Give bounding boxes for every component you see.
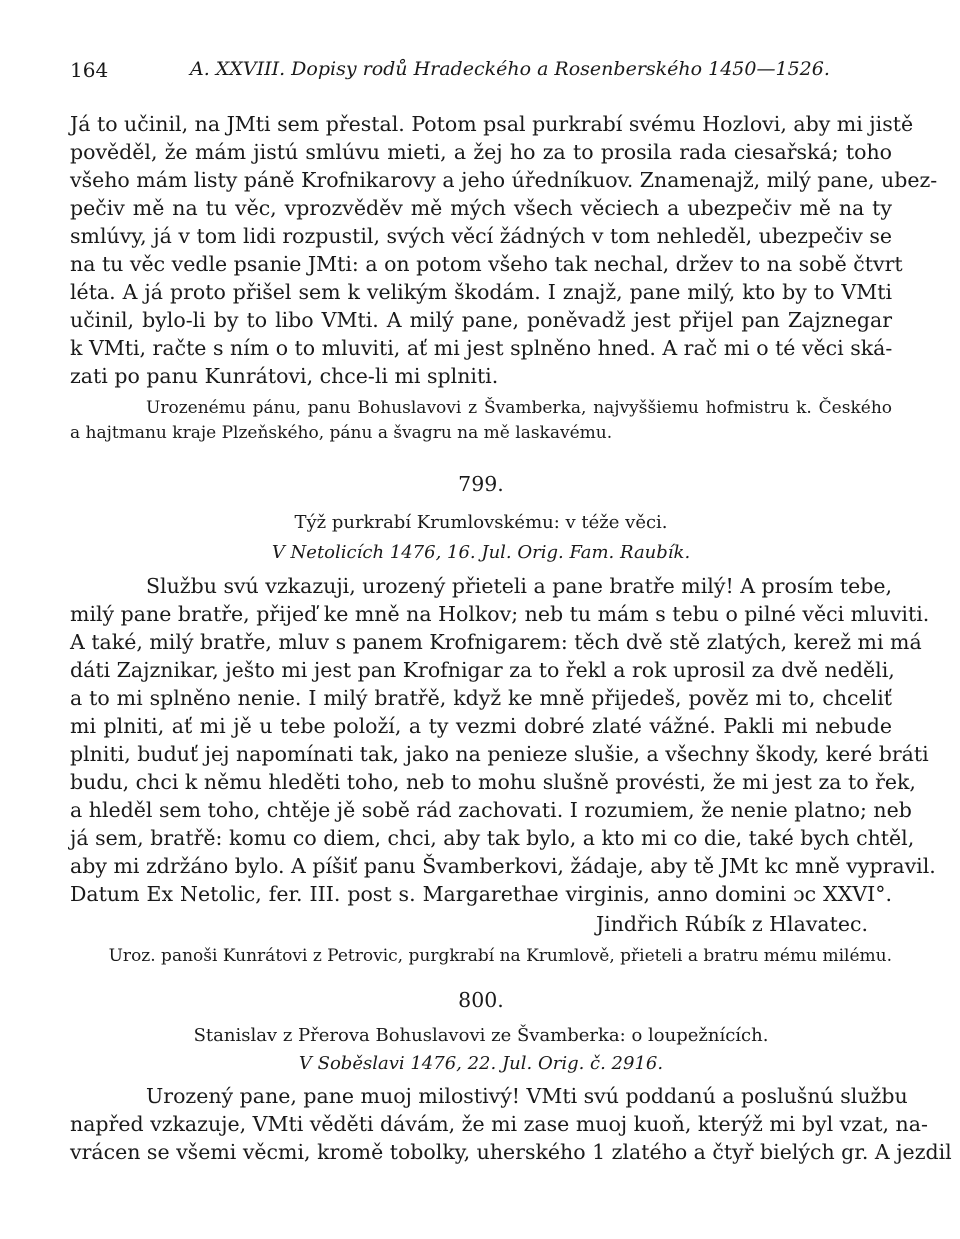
address-line: Uroz. panoši Kunrátovi z Petrovic, purgkrabí na Krumlově, přieteli a bratru mému milému.: [108, 946, 892, 966]
letter-dateline: V Netolicích 1476, 16. Jul. Orig. Fam. Raubík.: [271, 542, 691, 563]
text-line: a hleděl sem toho, chtěje jě sobě rád zachovati. I rozumiem, že nenie platno; neb: [70, 798, 912, 822]
text-line: zati po panu Kunrátovi, chce-li mi splniti.: [70, 364, 499, 388]
text-line: všeho mám listy páně Krofnikarovy a jeho úředníkuov. Znamenajž, milý pane, ubez-: [70, 168, 938, 192]
page-header: [70, 58, 890, 88]
text-line: A také, milý bratře, mluv s panem Krofnigarem: těch dvě stě zlatých, kerež mi má: [70, 630, 922, 654]
text-line: dáti Zajznikar, ješto mi jest pan Krofnigar za to řekl a rok uprosil za dvě neděli,: [70, 658, 895, 682]
text-line: já sem, bratřě: komu co diem, chci, aby tak bylo, a kto mi co die, také bych chtěl,: [70, 826, 915, 850]
text-line: Urozený pane, pane muoj milostivý! VMti svú poddanú a poslušnú službu: [146, 1084, 908, 1108]
text-line: pečiv mě na tu věc, vprozvěděv mě mých všech věciech a ubezpečiv mě na ty: [70, 196, 892, 220]
letter-dateline: V Soběslavi 1476, 22. Jul. Orig. č. 2916.: [298, 1053, 664, 1074]
letter-number: 800.: [458, 988, 504, 1012]
text-line: napřed vzkazuje, VMti věděti dávám, že mi zase muoj kuoň, kterýž mi byl vzat, na-: [70, 1112, 928, 1136]
text-line: smlúvy, já v tom lidi rozpustil, svých věcí žádných v tom nehleděl, ubezpečiv se: [70, 224, 892, 248]
address-line: Urozenému pánu, panu Bohuslavovi z Švamberka, najvyššiemu hofmistru k. Českého: [146, 398, 892, 418]
text-line: pověděl, že mám jistú smlúvu mieti, a žej ho za to prosila rada ciesařská; toho: [70, 140, 892, 164]
address-line: a hajtmanu kraje Plzeňského, pánu a švagru na mě laskavému.: [70, 423, 613, 443]
text-line: učinil, bylo-li by to libo VMti. A milý pane, poněvadž jest přijel pan Zajznegar: [70, 308, 892, 332]
text-line: k VMti, račte s ním o to mluviti, ať mi jest splněno hned. A rač mi o té věci ská-: [70, 336, 893, 360]
signature: Jindřich Rúbík z Hlavatec.: [595, 912, 868, 936]
text-line: budu, chci k němu hleděti toho, neb to mohu slušně provésti, že mi jest za to řek,: [70, 770, 916, 794]
text-line: aby mi zdržáno bylo. A píšiť panu Švamberkovi, žádaje, aby tě JMt kc mně vypravil.: [70, 854, 936, 878]
text-line: plniti, buduť jej napomínati tak, jako na penieze slušie, a všechny škody, keré bráti: [70, 742, 929, 766]
page-number: 164: [70, 58, 109, 82]
text-line: na tu věc vedle psanie JMti: a on potom všeho tak nechal, držev to na sobě čtvrt: [70, 252, 903, 276]
text-line: mi plniti, ať mi jě u tebe položí, a ty vezmi dobré zlaté vážné. Pakli mi nebude: [70, 714, 892, 738]
text-line: a to mi splněno nenie. I milý bratřě, když ke mně přijedeš, pověz mi to, chceliť: [70, 686, 892, 710]
letter-summary: Týž purkrabí Krumlovskému: v téže věci.: [294, 512, 668, 533]
running-head: A. XXVIII. Dopisy rodů Hradeckého a Rosenberského 1450—1526.: [190, 58, 830, 80]
text-line: Službu svú vzkazuji, urozený přieteli a pane bratře milý! A prosím tebe,: [146, 574, 892, 598]
letter-summary: Stanislav z Přerova Bohuslavovi ze Švamberka: o loupežnících.: [193, 1025, 769, 1046]
letter-number: 799.: [458, 472, 504, 496]
text-line: milý pane bratře, přijeď ke mně na Holkov; neb tu mám s tebu o pilné věci mluviti.: [70, 602, 930, 626]
text-line: vrácen se všemi věcmi, kromě tobolky, uherského 1 zlatého a čtyř bielých gr. A jezdil: [70, 1140, 952, 1164]
text-line: léta. A já proto přišel sem k velikým škodám. I znajž, pane milý, kto by to VMti: [70, 280, 892, 304]
text-line: Já to učinil, na JMti sem přestal. Potom psal purkrabí svému Hozlovi, aby mi jistě: [70, 112, 914, 136]
text-line: Datum Ex Netolic, fer. III. post s. Margarethae virginis, anno domini ɔc XXVI°.: [70, 882, 892, 906]
